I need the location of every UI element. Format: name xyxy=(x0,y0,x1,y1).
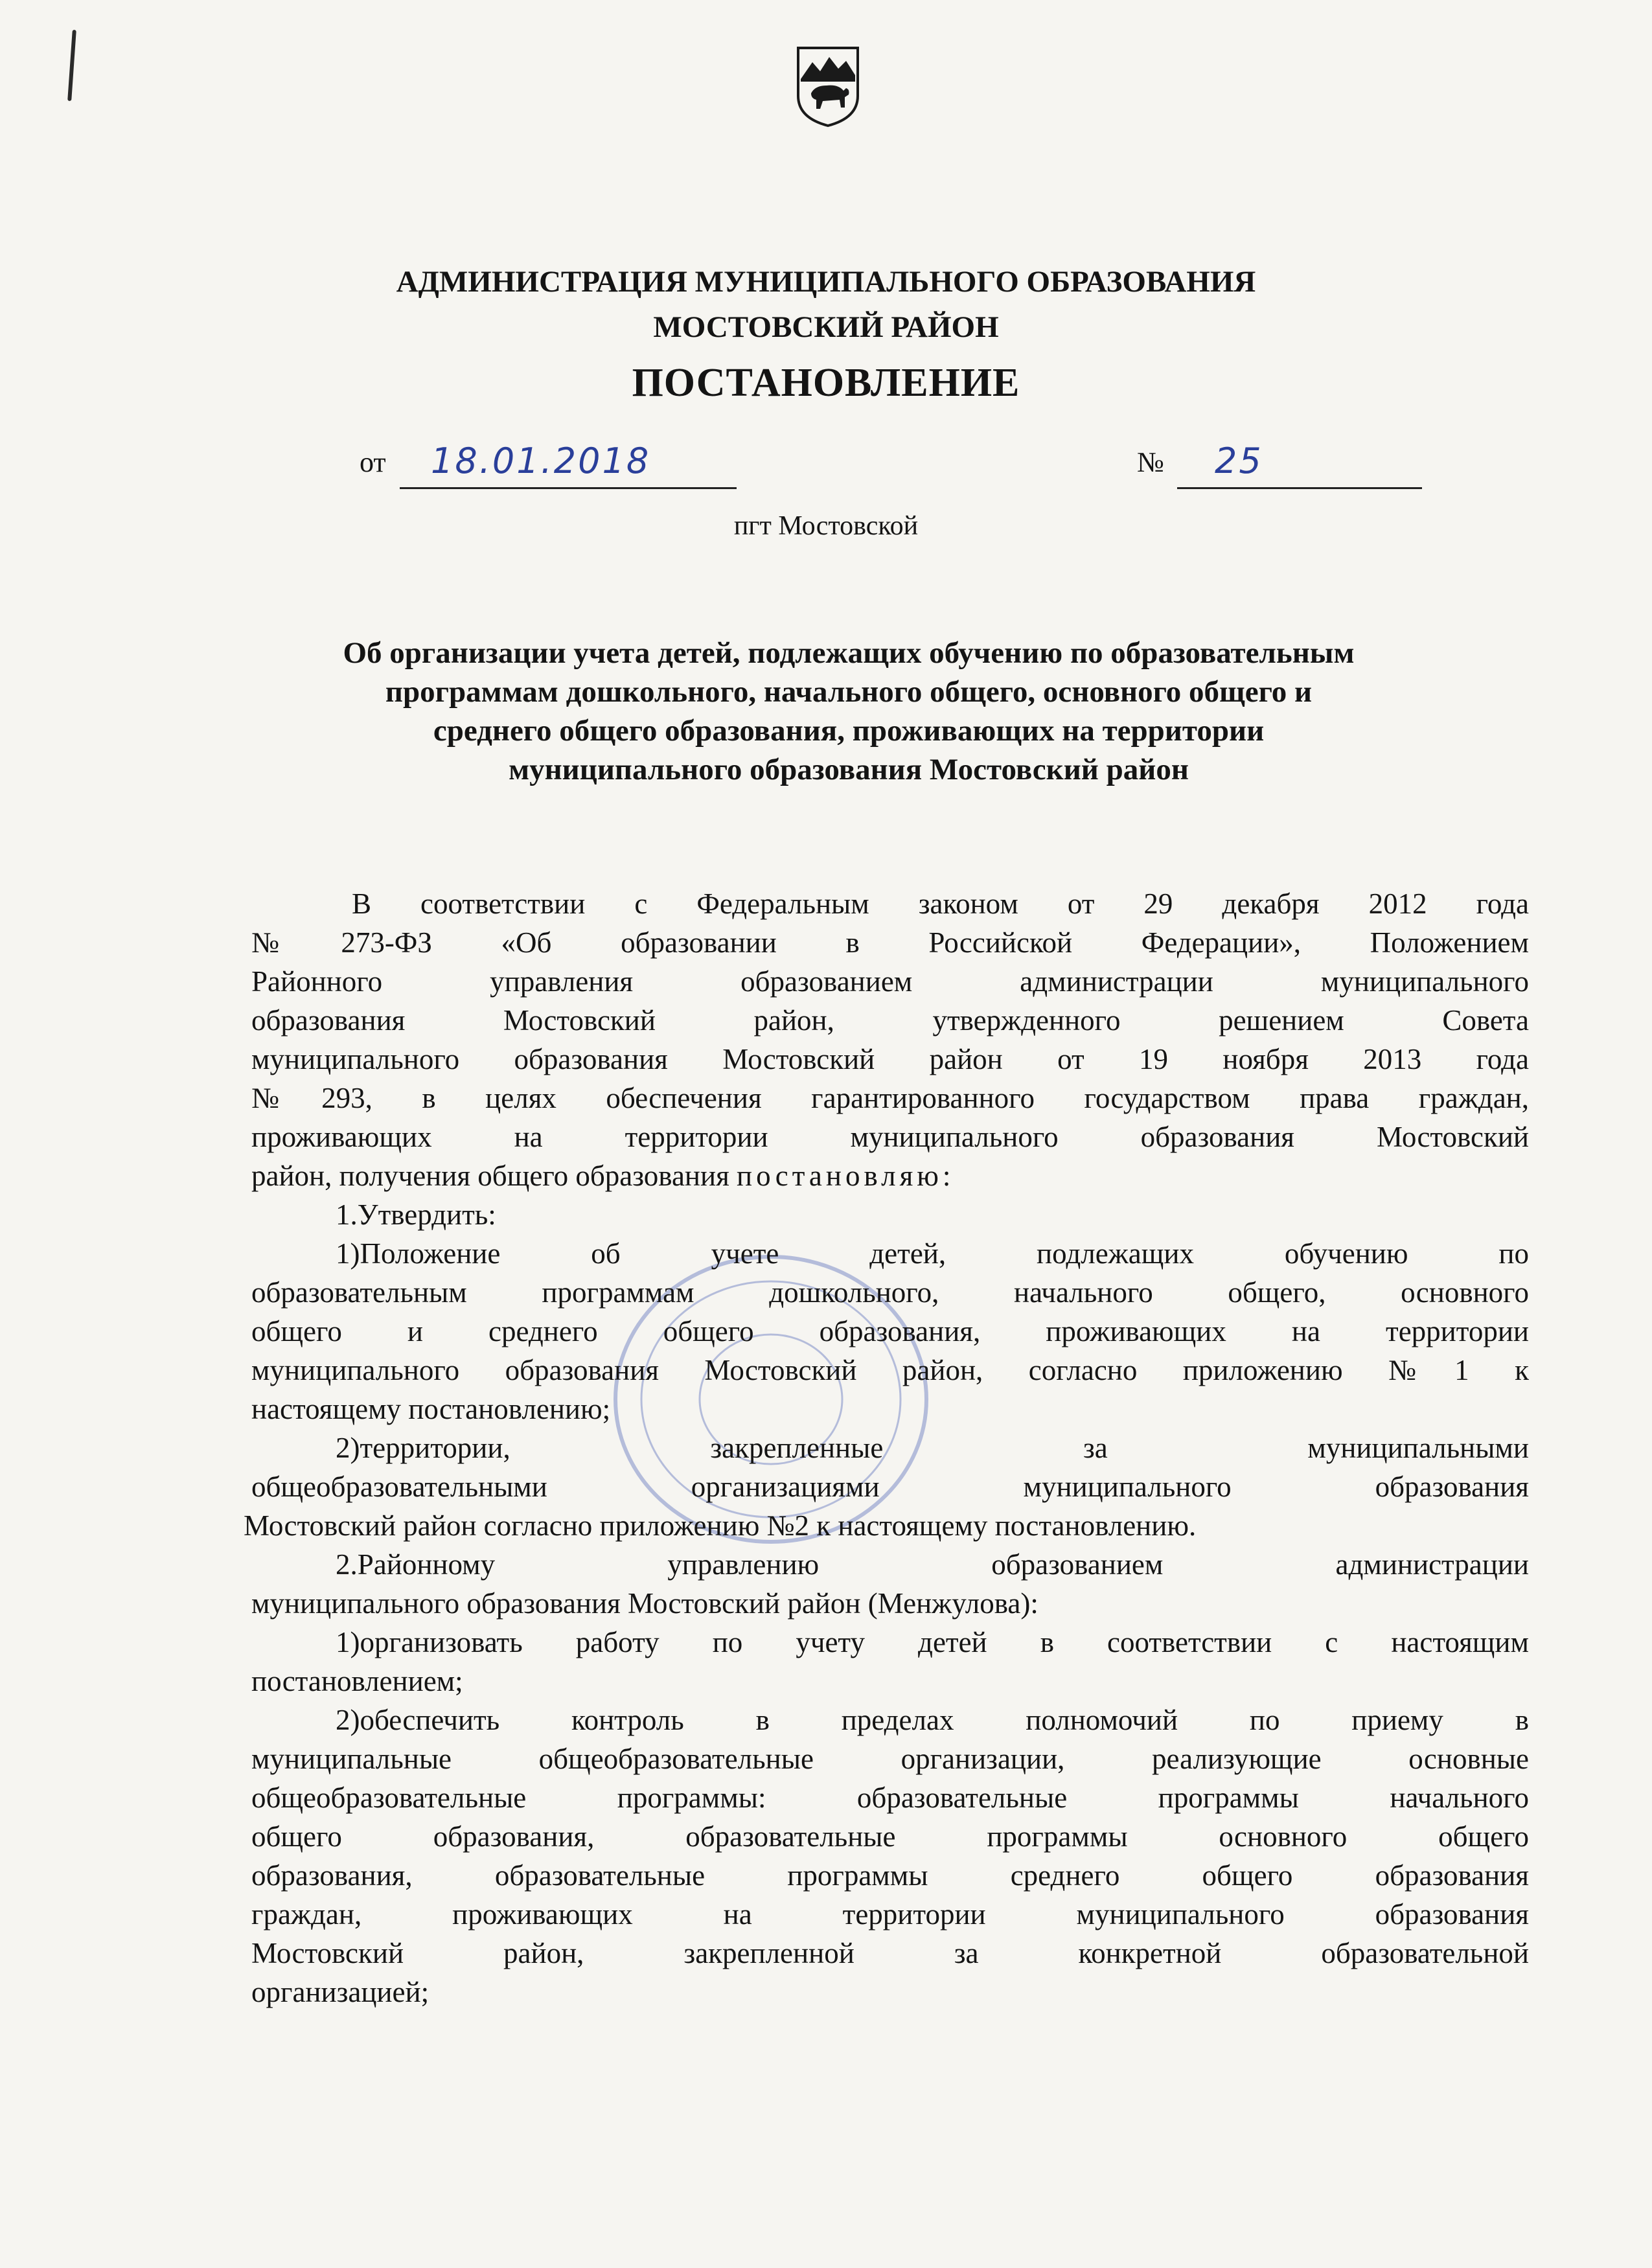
body-line: №293, в целях обеспечения гарантированного государством права граждан, xyxy=(251,1082,1529,1114)
body-line: №273-ФЗ «Об образовании в Российской Федерации», Положением xyxy=(251,926,1529,959)
handwritten-number: 25 xyxy=(1215,441,1263,481)
body-line: образовательным программам дошкольного, начального общего, основного xyxy=(251,1276,1529,1309)
date-underline xyxy=(400,487,737,489)
item-approve: 1.Утвердить: xyxy=(336,1198,496,1231)
body-line: общеобразовательными организациями муниципального образования xyxy=(251,1471,1529,1503)
body-line: проживающих на территории муниципального образования Мостовский xyxy=(251,1121,1529,1153)
body-line: образования Мостовский район, утвержденного решением Совета xyxy=(251,1004,1529,1037)
decree-subject xyxy=(220,634,1477,789)
subject-line: среднего общего образования, проживающих на территории xyxy=(433,714,1265,748)
org-name-line1: АДМИНИСТРАЦИЯ МУНИЦИПАЛЬНОГО ОБРАЗОВАНИЯ xyxy=(396,265,1256,299)
handwritten-date: 18.01.2018 xyxy=(431,441,651,481)
org-name-line2: МОСТОВСКИЙ РАЙОН xyxy=(653,310,999,344)
date-label: от xyxy=(360,446,386,478)
decree-word: постановляю: xyxy=(737,1160,955,1192)
body-line: 1)Положение об учете детей, подлежащих обучению по xyxy=(336,1237,1529,1270)
document-type-title: ПОСТАНОВЛЕНИЕ xyxy=(632,361,1020,405)
body-line-text: район, получения общего образования xyxy=(251,1160,737,1192)
body-line xyxy=(251,1156,1529,1195)
body-line: настоящему постановлению; xyxy=(251,1393,611,1425)
body-line: муниципального образования Мостовский район от 19 ноября 2013 года xyxy=(251,1043,1529,1075)
body-line: муниципального образования Мостовский район, согласно приложению №1 к xyxy=(251,1354,1529,1386)
decree-body xyxy=(244,884,1529,2011)
scan-margin-mark xyxy=(67,30,76,101)
subject-line: муниципального образования Мостовский район xyxy=(509,753,1189,786)
body-line: общего и среднего общего образования, проживающих на территории xyxy=(251,1315,1529,1347)
body-line: 2.Районному управлению образованием администрации xyxy=(336,1548,1529,1581)
subject-line: Об организации учета детей, подлежащих обучению по образовательным xyxy=(343,636,1355,670)
date-number-row xyxy=(360,441,1422,498)
body-line: Районного управления образованием администрации муниципального xyxy=(251,965,1529,998)
body-line: 2)обеспечить контроль в пределах полномочий по приему в xyxy=(336,1704,1529,1736)
body-line: В соответствии с Федеральным законом от 29 декабря 2012 года xyxy=(352,888,1529,920)
body-line: 1)организовать работу по учету детей в соответствии с настоящим xyxy=(336,1626,1529,1658)
body-line: организацией; xyxy=(251,1976,430,2008)
body-line: Мостовский район, закрепленной за конкретной образовательной xyxy=(251,1937,1529,1969)
body-line: общего образования, образовательные программы основного общего xyxy=(251,1820,1529,1853)
body-line: 2)территории, закрепленные за муниципальными xyxy=(336,1432,1529,1464)
place-of-issue: пгт Мостовской xyxy=(733,511,919,541)
body-line: Мостовский район согласно приложению №2 к настоящему постановлению. xyxy=(244,1509,1197,1542)
number-underline xyxy=(1177,487,1422,489)
bison-coat-of-arms-icon xyxy=(796,45,860,128)
subject-line: программам дошкольного, начального общего, основного общего и xyxy=(385,675,1313,709)
number-label: № xyxy=(1137,446,1164,478)
body-line: образования, образовательные программы среднего общего образования xyxy=(251,1859,1529,1892)
body-line: общеобразовательные программы: образовательные программы начального xyxy=(251,1781,1529,1814)
body-line: муниципальные общеобразовательные организации, реализующие основные xyxy=(251,1743,1529,1775)
body-line: муниципального образования Мостовский район (Менжулова): xyxy=(251,1587,1038,1620)
body-line: граждан, проживающих на территории муниципального образования xyxy=(251,1898,1529,1930)
body-line: постановлением; xyxy=(251,1665,463,1697)
